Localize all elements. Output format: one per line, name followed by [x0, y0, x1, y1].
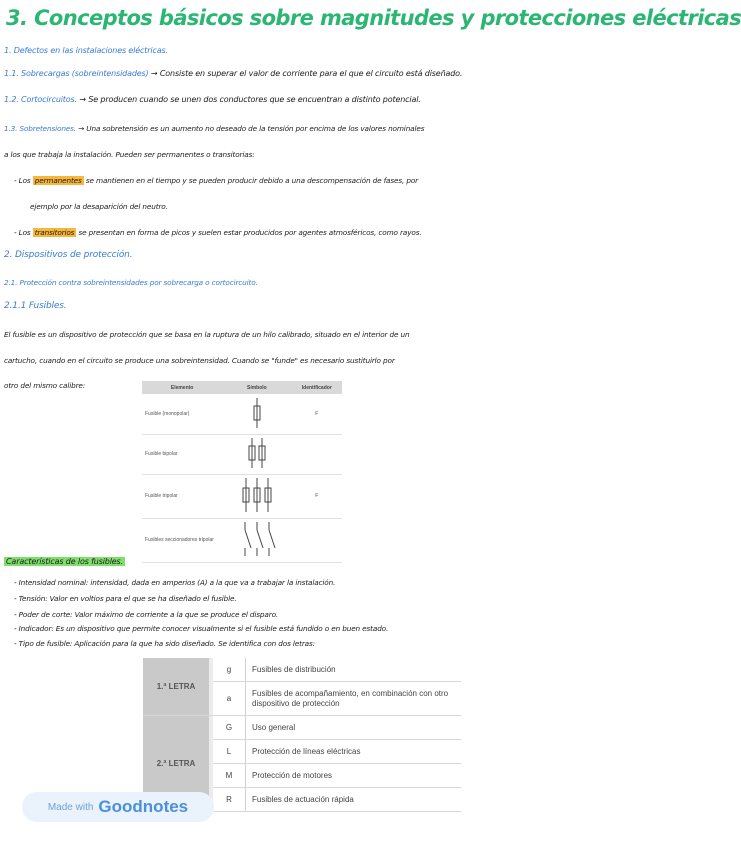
letter-desc: Fusibles de acompañamiento, en combinación con otro dispositivo de protección [246, 682, 462, 716]
char-indicador: - Indicador: Es un dispositivo que permite conocer visualmente si el fusible está fundido o en buen estado. [14, 624, 389, 633]
fusible-paragraph-3: otro del mismo calibre: [4, 381, 86, 390]
line-cortocircuitos: 1.2. Cortocircuitos. → Se producen cuando se unen dos conductores que se encuentran a distinto potencial. [4, 95, 421, 104]
line-permanentes-cont: ejemplo por la desaparición del neutro. [30, 202, 168, 211]
heading-protection: 2. Dispositivos de protección. [4, 250, 133, 260]
fuse-tripolar-icon [241, 478, 273, 512]
letter-desc: Protección de líneas eléctricas [246, 740, 462, 764]
page-title: 3. Conceptos básicos sobre magnitudes y protecciones eléctricas [6, 6, 741, 30]
table-row: Fusible tripolar F [142, 474, 342, 518]
table-row: Fusible bipolar [142, 434, 342, 474]
fuse-symbol-icon [251, 398, 263, 428]
char-poder-corte: - Poder de corte: Valor máximo de corriente a la que se produce el disparo. [14, 610, 279, 619]
letter-code: a [213, 682, 246, 716]
char-tension: - Tensión: Valor en voltios para el que se ha diseñado el fusible. [14, 594, 237, 603]
line-transitorios: - Los transitorios se presentan en forma de picos y suelen estar producidos por agentes atmosféricos, como rayos. [14, 228, 422, 237]
badge-made-with: Made with [47, 801, 94, 813]
line-permanentes: - Los permanentes se mantienen en el tiempo y se pueden producir debido a una descompensación de fases, por [14, 176, 418, 185]
fusible-paragraph-1: El fusible es un dispositivo de protección que se basa en la ruptura de un hilo calibrado, situado en el interior de un [4, 330, 410, 339]
highlight-permanentes: permanentes [34, 176, 82, 185]
letter-code: M [213, 764, 246, 788]
group-label: 2.ª LETRA [143, 716, 209, 812]
heading-caracteristicas: Características de los fusibles. [6, 557, 123, 566]
table-row [143, 658, 461, 682]
line-sobretensiones-cont: a los que trabaja la instalación. Pueden ser permanentes o transitorias: [4, 150, 255, 159]
letter-desc: Fusibles de actuación rápida [246, 788, 462, 812]
fuse-disconnector-icon [239, 522, 275, 556]
heading-defects: 1. Defectos en las instalaciones eléctricas. [4, 46, 168, 55]
heading-fusibles: 2.1.1 Fusibles. [4, 301, 67, 311]
fusible-paragraph-2: cartucho, cuando en el circuito se produce una sobreintensidad. Cuando se "funde" es necesario sustituirlo por [4, 356, 395, 365]
table-header: Elemento [142, 381, 222, 394]
table-row [143, 716, 461, 740]
fuse-bipolar-icon [246, 438, 268, 468]
table-header-row [142, 381, 342, 394]
letter-desc: Protección de motores [246, 764, 462, 788]
line-sobretensiones: 1.3. Sobretensiones. → Una sobretensión es un aumento no deseado de la tensión por encima de los valores nominales [4, 124, 425, 133]
badge-goodnotes-logo: Goodnotes [98, 797, 189, 816]
letter-code: R [213, 788, 246, 812]
table-header: Símbolo [222, 381, 291, 394]
letter-code: L [213, 740, 246, 764]
letter-desc: Uso general [246, 716, 462, 740]
letter-code: G [213, 716, 246, 740]
table-row: Fusible (monopolar) F [142, 394, 342, 434]
char-intensidad: - Intensidad nominal: intensidad, dada en amperios (A) a la que va a trabajar la instalación. [14, 578, 336, 587]
highlight-transitorios: transitorios [34, 228, 75, 237]
letter-desc: Fusibles de distribución [246, 658, 462, 682]
fuse-letter-table [143, 658, 461, 812]
goodnotes-badge[interactable] [22, 792, 214, 822]
fuse-symbol-table [142, 381, 342, 563]
group-label: 1.ª LETRA [143, 658, 209, 716]
char-tipo: - Tipo de fusible: Aplicación para la que ha sido diseñado. Se identifica con dos letras: [14, 639, 315, 648]
table-header: Identificador [292, 381, 342, 394]
table-row: Fusibles seccionadores tripolar [142, 518, 342, 562]
letter-code: g [213, 658, 246, 682]
heading-protection-sub: 2.1. Protección contra sobreintensidades por sobrecarga o cortocircuito. [4, 278, 258, 287]
line-sobrecargas: 1.1. Sobrecargas (sobreintensidades) → Consiste en superar el valor de corriente para el que el circuito está diseñado. [4, 69, 463, 78]
